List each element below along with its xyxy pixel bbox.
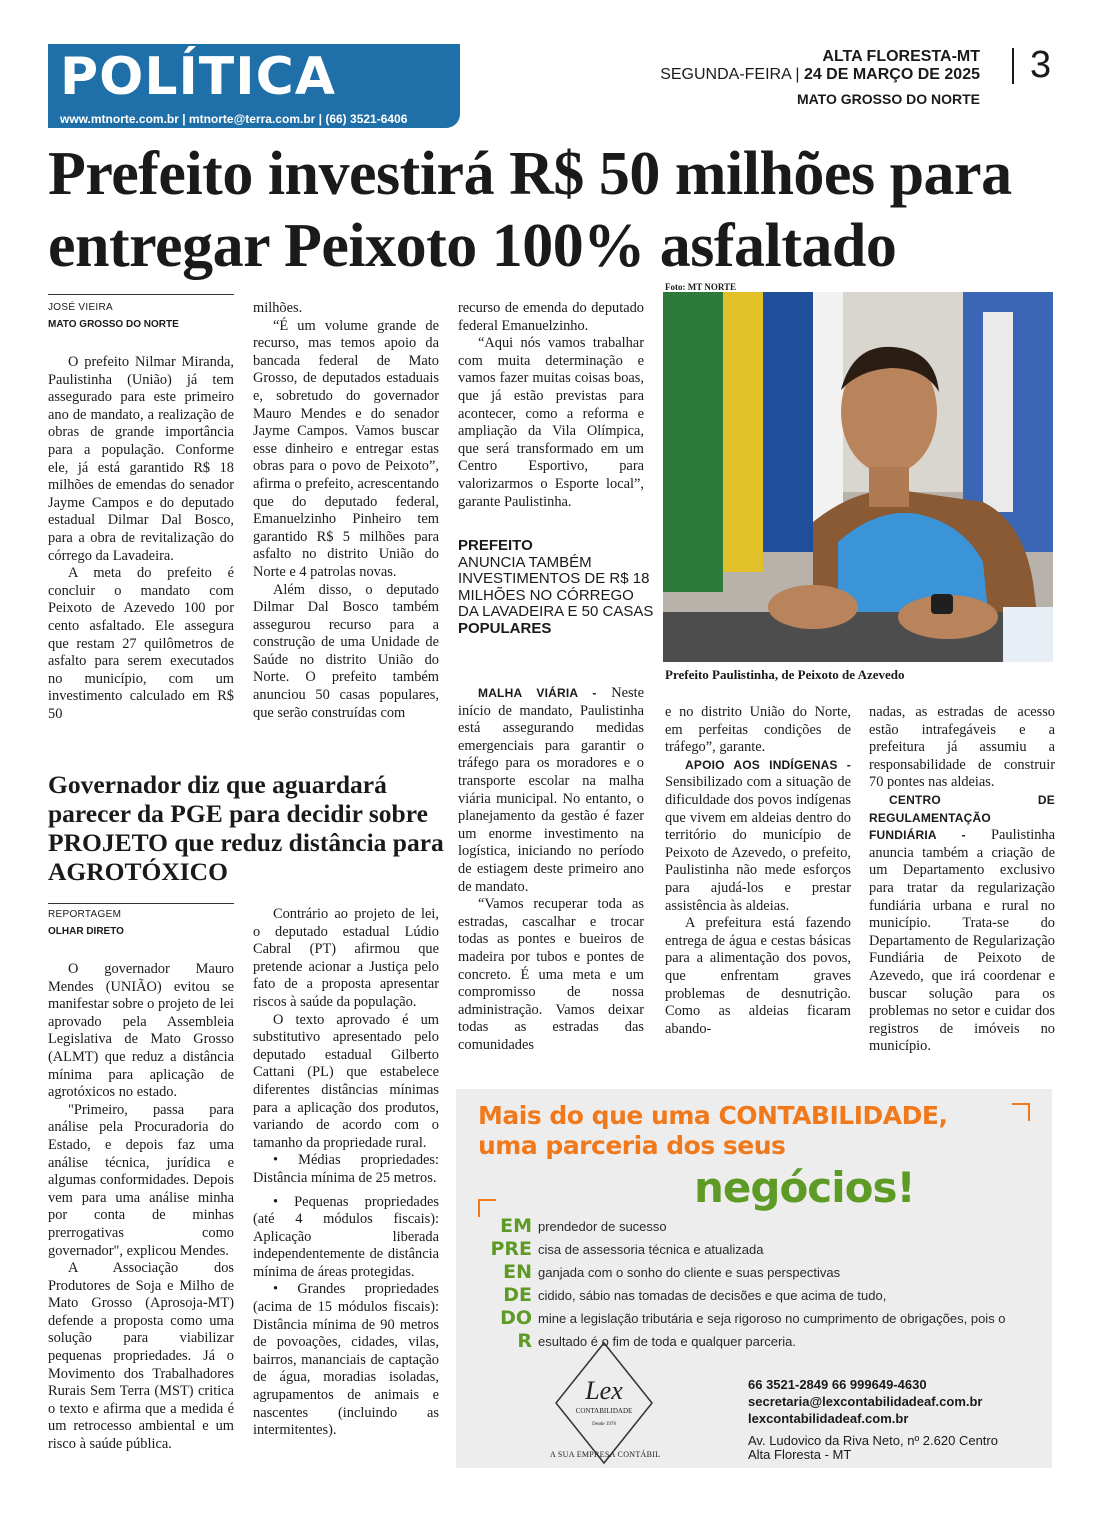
byline-source: MATO GROSSO DO NORTE (48, 319, 179, 330)
mayor-photo (663, 292, 1053, 662)
acrostic-line (486, 1215, 1046, 1237)
paragraph: e no distrito União do Norte, em perfeitas condições de tráfego”, garante. (665, 704, 851, 756)
acrostic-line (486, 1261, 1046, 1283)
bullet-item: • Médias propriedades: Distância mínima de 25 metros. (253, 1152, 439, 1186)
paragraph (665, 757, 851, 915)
paragraph: "Primeiro, passa para análise pela Procuradoria do Estado, e depois faz uma análise técnica, jurídica e algumas conformidades. Depois vem para uma análise minha por conta de minhas prerrogativas como governador", explicou Mendes. (48, 1101, 234, 1259)
header-city: ALTA FLORESTA-MT (822, 48, 980, 65)
bullet-item: • Pequenas propriedades (até 4 módulos fiscais): Aplicação liberada independentemente de distância mínima de áreas protegidas. (253, 1193, 439, 1280)
acrostic-line (486, 1238, 1046, 1260)
ad-address-2: Alta Floresta - MT (748, 1447, 852, 1462)
byline-source: OLHAR DIRETO (48, 926, 124, 937)
header-region: MATO GROSSO DO NORTE (796, 91, 980, 107)
paragraph (869, 792, 1055, 1056)
paragraph: recurso de emenda do deputado federal Emanuelzinho. (458, 300, 644, 334)
acrostic-key: R (517, 1330, 532, 1352)
acrostic-key: EM (500, 1215, 532, 1237)
paragraph: Além disso, o deputado Dilmar Dal Bosco também assegurou recurso para a construção de uma Unidade de Saúde no distrito União do Norte. O prefeito também anunciou 50 casas populares, que serão construídas com (253, 581, 439, 721)
paragraph-text: Paulistinha anuncia também a criação de um Departamento exclusivo para tratar da regularização fundiária urbana e rural no município. Trata-se do Departamento de Regularização Fundiária de Peixoto de Azevedo, que irá coordenar e buscar solução para os problemas no setor e cuidar dos registros de imóveis no município. (869, 827, 1055, 1055)
second-column-1 (48, 961, 234, 1454)
photo-caption: Prefeito Paulistinha, de Peixoto de Azevedo (665, 667, 905, 682)
second-headline: Governador diz que aguardará parecer da PGE para decidir sobre PROJETO que reduz distância para AGROTÓXICO (48, 770, 444, 886)
ad-tagline: A SUA EMPRESA CONTÁBIL (550, 1450, 661, 1459)
article-column-3 (458, 300, 644, 511)
section-contact: www.mtnorte.com.br | mtnorte@terra.com.br | (66) 3521-6406 (60, 112, 408, 126)
paragraph: O governador Mauro Mendes (UNIÃO) evitou se manifestar sobre o projeto de lei aprovado pela Assembleia Legislativa de Mato Grosso (ALMT) que reduz a distância mínima para aplicação de agrotóxicos no estado. (48, 961, 234, 1101)
acrostic-key: DO (500, 1307, 532, 1329)
ad-website[interactable]: lexcontabilidadeaf.com.br (748, 1411, 909, 1426)
paragraph: Contrário ao projeto de lei, o deputado estadual Lúdio Cabral (PT) afirmou que pretende acionar a Justiça pelo fato de a proposta apresentar riscos à saúde da população. (253, 906, 439, 1010)
article-column-3b (458, 685, 644, 1054)
ad-headline-2: uma parceria dos seus (478, 1131, 786, 1160)
article-column-2 (253, 300, 439, 722)
acrostic-line (486, 1284, 1046, 1306)
paragraph-text: Sensibilizado com a situação de dificuldade dos povos indígenas que vivem em aldeias dentro do território do município de Peixoto de Azevedo, o prefeito, Paulistinha não mede esforços para ajudá-los e prestar assistência às aldeias. (665, 774, 851, 914)
pullquote (458, 538, 654, 637)
ad-phones[interactable]: 66 3521-2849 66 999649-4630 (748, 1377, 927, 1392)
page-number: 3 (1030, 44, 1052, 86)
kicker-centro-regulamentacao: CENTRO DE REGULAMENTAÇÃO FUNDIÁRIA - (869, 792, 1055, 843)
ad-headline-1: Mais do que uma CONTABILIDADE, (478, 1101, 948, 1130)
pullquote-lead: PREFEITO (458, 537, 533, 554)
byline-author: REPORTAGEM (48, 909, 122, 920)
byline-rule (48, 903, 234, 904)
paragraph (458, 685, 644, 896)
logo-sub: CONTABILIDADE (575, 1407, 633, 1415)
headline-line-1: Prefeito investirá R$ 50 milhões para (48, 140, 1012, 208)
byline-rule (48, 294, 234, 295)
acrostic-text: cidido, sábio nas tomadas de decisões e que acima de tudo, (538, 1288, 887, 1303)
corner-mark (1012, 1103, 1030, 1121)
kicker-apoio-indigenas: APOIO AOS INDÍGENAS - (685, 757, 851, 772)
paragraph-text: Neste início de mandato, Paulistinha está assegurando medidas emergenciais para garantir o tráfego para os moradores e o transporte escolar na malha viária municipal. No entanto, o planejamento da gestão é fazer um enorme investimento na logística, iniciando no período de estiagem deste primeiro ano de mandato. (458, 685, 644, 895)
paragraph: O prefeito Nilmar Miranda, Paulistinha (União) já tem assegurado para este primeiro ano de mandato, a realização de obras de grande importância para a população. Conforme ele, já está garantido R$ 18 milhões de emendas do senador Jayme Campos e do deputado estadual Dilmar Dal Bosco, para a obra de revitalização do córrego da Lavadeira. (48, 354, 234, 564)
kicker-malha-viaria: MALHA VIÁRIA - (478, 686, 597, 700)
article-column-1 (48, 354, 234, 723)
acrostic-text: ganjada com o sonho do cliente e suas perspectivas (538, 1265, 841, 1280)
header-separator (1012, 48, 1014, 84)
article-column-5 (869, 704, 1055, 1056)
logo-text: Lex (585, 1376, 623, 1405)
lex-logo (552, 1339, 656, 1465)
ad-email[interactable]: secretaria@lexcontabilidadeaf.com.br (748, 1394, 983, 1409)
section-title: POLÍTICA (60, 47, 337, 107)
second-column-2 (253, 906, 439, 1440)
byline-author: JOSÉ VIEIRA (48, 302, 113, 313)
acrostic-key: PRE (490, 1238, 532, 1260)
acrostic-line (486, 1307, 1046, 1329)
ad-headline-3: negócios! (694, 1163, 915, 1212)
acrostic-text: esultado é o fim de toda e qualquer parceria. (538, 1334, 797, 1349)
advertisement[interactable] (456, 1089, 1052, 1468)
paragraph: “Vamos recuperar toda as estradas, cascalhar e trocar todas as pontes e bueiros de madeira por tubos e pontes de concreto. É uma meta e um compromisso de nossa administração. Vamos deixar todas as estradas das comunidades (458, 896, 644, 1053)
header-date-value: 24 DE MARÇO DE 2025 (803, 66, 980, 83)
header-date (660, 66, 980, 84)
headline-line-2: entregar Peixoto 100% asfaltado (48, 212, 897, 280)
logo-since: Desde 1978 (592, 1422, 616, 1427)
paragraph: A Associação dos Produtores de Soja e Milho de Mato Grosso (Aprosoja-MT) defende a proposta como uma solução para viabilizar pequenas propriedades. Já o Movimento dos Trabalhadores Rurais Sem Terra (MST) critica o texto e afirma que a medida é um retrocesso ambiental e um risco à saúde pública. (48, 1260, 234, 1453)
paragraph: nadas, as estradas de acesso estão intrafegáveis e a prefeitura já assumiu a responsabilidade de construir 70 pontes nas aldeias. (869, 704, 1055, 791)
paragraph: milhões. (253, 300, 303, 316)
bullet-item: • Grandes propriedades (acima de 15 módulos fiscais): Distância mínima de 90 metros de povoações, cidades, vilas, bairros, mananciais de captação de água, moradias isoladas, agrupamentos de animais e nascentes (incluindo as intermitentes). (253, 1281, 439, 1439)
header-weekday: SEGUNDA-FEIRA | (660, 66, 804, 83)
paragraph: “É um volume grande de recurso, mas temos apoio da bancada federal de Mato Grosso, de deputados estaduais e, sobretudo do governador Mauro Mendes e do senador Jayme Campos. Vamos buscar esse dinheiro e entregar estas obras para o povo de Peixoto”, afirma o prefeito, acrescentando que do deputado federal, Emanuelzinho Pinheiro tem garantido R$ 5 milhões para asfalto no distrito União do Norte e 4 patrolas novas. (253, 317, 439, 580)
article-column-4 (665, 704, 851, 1038)
acrostic-text: prendedor de sucesso (538, 1219, 667, 1234)
paragraph: O texto aprovado é um substitutivo apresentado pelo deputado estadual Gilberto Cattani (PL) que estabelece diferentes distâncias mínimas para a aplicação dos produtos, variando de acordo com o tamanho da propriedade rural. (253, 1011, 439, 1151)
ad-address-1: Av. Ludovico da Riva Neto, nº 2.620 Centro (748, 1433, 998, 1448)
acrostic-text: cisa de assessoria técnica e atualizada (538, 1242, 764, 1257)
paragraph: A prefeitura está fazendo entrega de água e cestas básicas para a alimentação dos povos, que enfrentam graves problemas de desnutrição. Como as aldeias ficaram abando- (665, 915, 851, 1037)
photo-credit: Foto: MT NORTE (665, 282, 737, 292)
pullquote-end: POPULARES (458, 619, 552, 637)
pullquote-text: ANUNCIA TAMBÉM INVESTIMENTOS DE R$ 18 MILHÕES NO CÓRREGO DA LAVADEIRA E 50 CASAS (458, 553, 654, 620)
paragraph: A meta do prefeito é concluir o mandato com Peixoto de Azevedo 100 por cento asfaltado. Ele assegura que restam 27 quilômetros de asfalto para serem executados no município, com um investimento calculado em R$ 50 (48, 565, 234, 722)
paragraph: “Aqui nós vamos trabalhar com muita determinação e vamos fazer muitas coisas boas, que já estão previstas para acontecer, como a reforma e ampliação da Vila Olímpica, que será transformado em um Centro Esportivo, para valorizarmos o Esporte local”, garante Paulistinha. (458, 335, 644, 510)
acrostic-key: EN (503, 1261, 532, 1283)
main-headline (48, 138, 1058, 282)
mayor-portrait-illustration (663, 292, 1053, 662)
acrostic-text: mine a legislação tributária e seja rigoroso no cumprimento de obrigações, pois o (538, 1311, 1006, 1326)
acrostic-key: DE (503, 1284, 532, 1306)
